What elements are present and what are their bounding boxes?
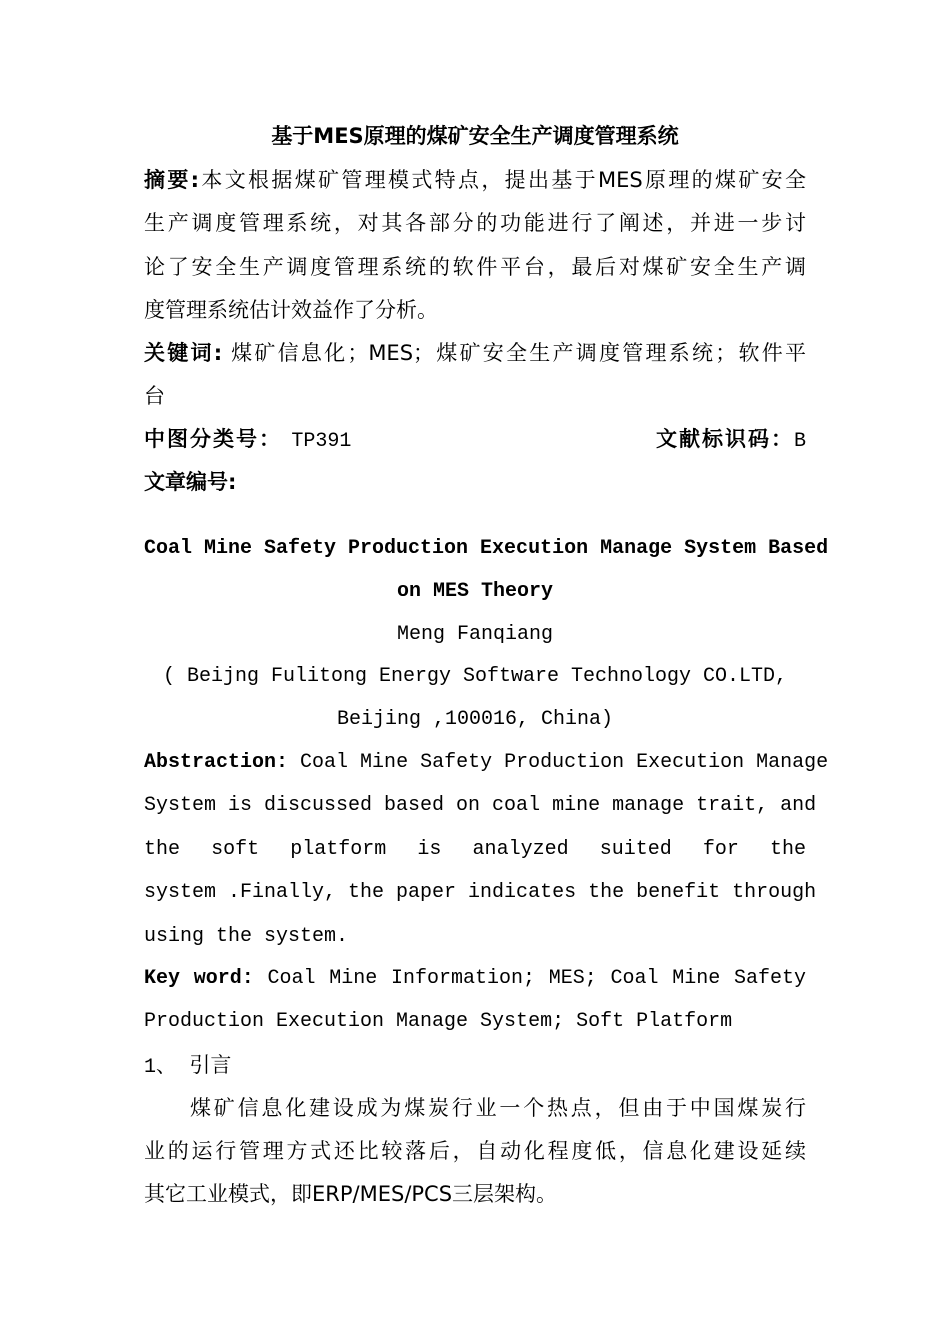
page-title: 基于MES原理的煤矿安全生产调度管理系统: [271, 124, 679, 148]
keywords-en-line-2: Production Execution Manage System; Soft Platform: [144, 1010, 733, 1033]
abstract-en-line-3: the soft platform is analyzed suited for the: [144, 838, 806, 861]
keywords-cn-line-2: 台: [144, 384, 165, 408]
abstract-en-label: Abstraction:: [144, 751, 289, 774]
affiliation-line-2: Beijing ,100016, China): [336, 708, 614, 731]
keywords-cn-label: 关键词:: [144, 341, 223, 365]
section-1-line-2: 业的运行管理方式还比较落后，自动化程度低，信息化建设延续: [144, 1139, 806, 1163]
author-name: Meng Fanqiang: [396, 623, 554, 646]
keywords-en-line-1: [144, 966, 806, 992]
keywords-cn-text-1: 煤矿信息化；MES；煤矿安全生产调度管理系统；软件平: [231, 341, 806, 365]
section-1-heading: [144, 1051, 806, 1081]
section-1-title: 引言: [189, 1053, 232, 1077]
english-title-line-2: on MES Theory: [396, 580, 554, 603]
abstract-cn-line-2: 生产调度管理系统，对其各部分的功能进行了阐述，并进一步讨: [144, 211, 806, 235]
abstract-en-line-4: system .Finally, the paper indicates the benefit through: [144, 881, 817, 904]
keywords-en-text-1: Coal Mine Information; MES; Coal Mine Safety: [267, 967, 806, 990]
section-1-number: 1、: [144, 1056, 177, 1079]
keywords-cn-line-1: [144, 339, 806, 367]
section-1-line-3: 其它工业模式，即ERP/MES/PCS三层架构。: [144, 1182, 558, 1206]
abstract-cn-line-3: 论了安全生产调度管理系统的软件平台，最后对煤矿安全生产调: [144, 255, 806, 279]
article-number-label: 文章编号:: [144, 470, 237, 494]
doc-id-value: B: [793, 430, 806, 453]
abstract-en-text-1: Coal Mine Safety Production Execution Manage: [300, 751, 829, 774]
abstract-en-line-1: [144, 750, 829, 776]
doc-id-label: 文献标识码：: [655, 427, 794, 451]
abstract-en-line-5: using the system.: [144, 925, 349, 948]
doc-id-group: [656, 425, 806, 455]
keywords-en-label: Key word:: [144, 967, 254, 990]
clc-label: 中图分类号：: [144, 427, 282, 451]
english-title-line-1: Coal Mine Safety Production Execution Manage System Based: [144, 537, 829, 560]
abstract-en-line-2: System is discussed based on coal mine manage trait, and: [144, 794, 817, 817]
clc-value: TP391: [291, 430, 352, 453]
classification-row: [144, 425, 806, 455]
abstract-cn-line-1: [144, 166, 806, 194]
abstract-cn-line-4: 度管理系统估计效益作了分析。: [144, 298, 438, 322]
affiliation-line-1: ( Beijng Fulitong Energy Software Technology CO.LTD,: [162, 665, 788, 688]
section-1-line-1: 煤矿信息化建设成为煤炭行业一个热点，但由于中国煤炭行: [190, 1096, 806, 1120]
abstract-cn-label: 摘要:: [144, 168, 200, 192]
abstract-cn-text-1: 本文根据煤矿管理模式特点，提出基于MES原理的煤矿安全: [199, 168, 806, 192]
